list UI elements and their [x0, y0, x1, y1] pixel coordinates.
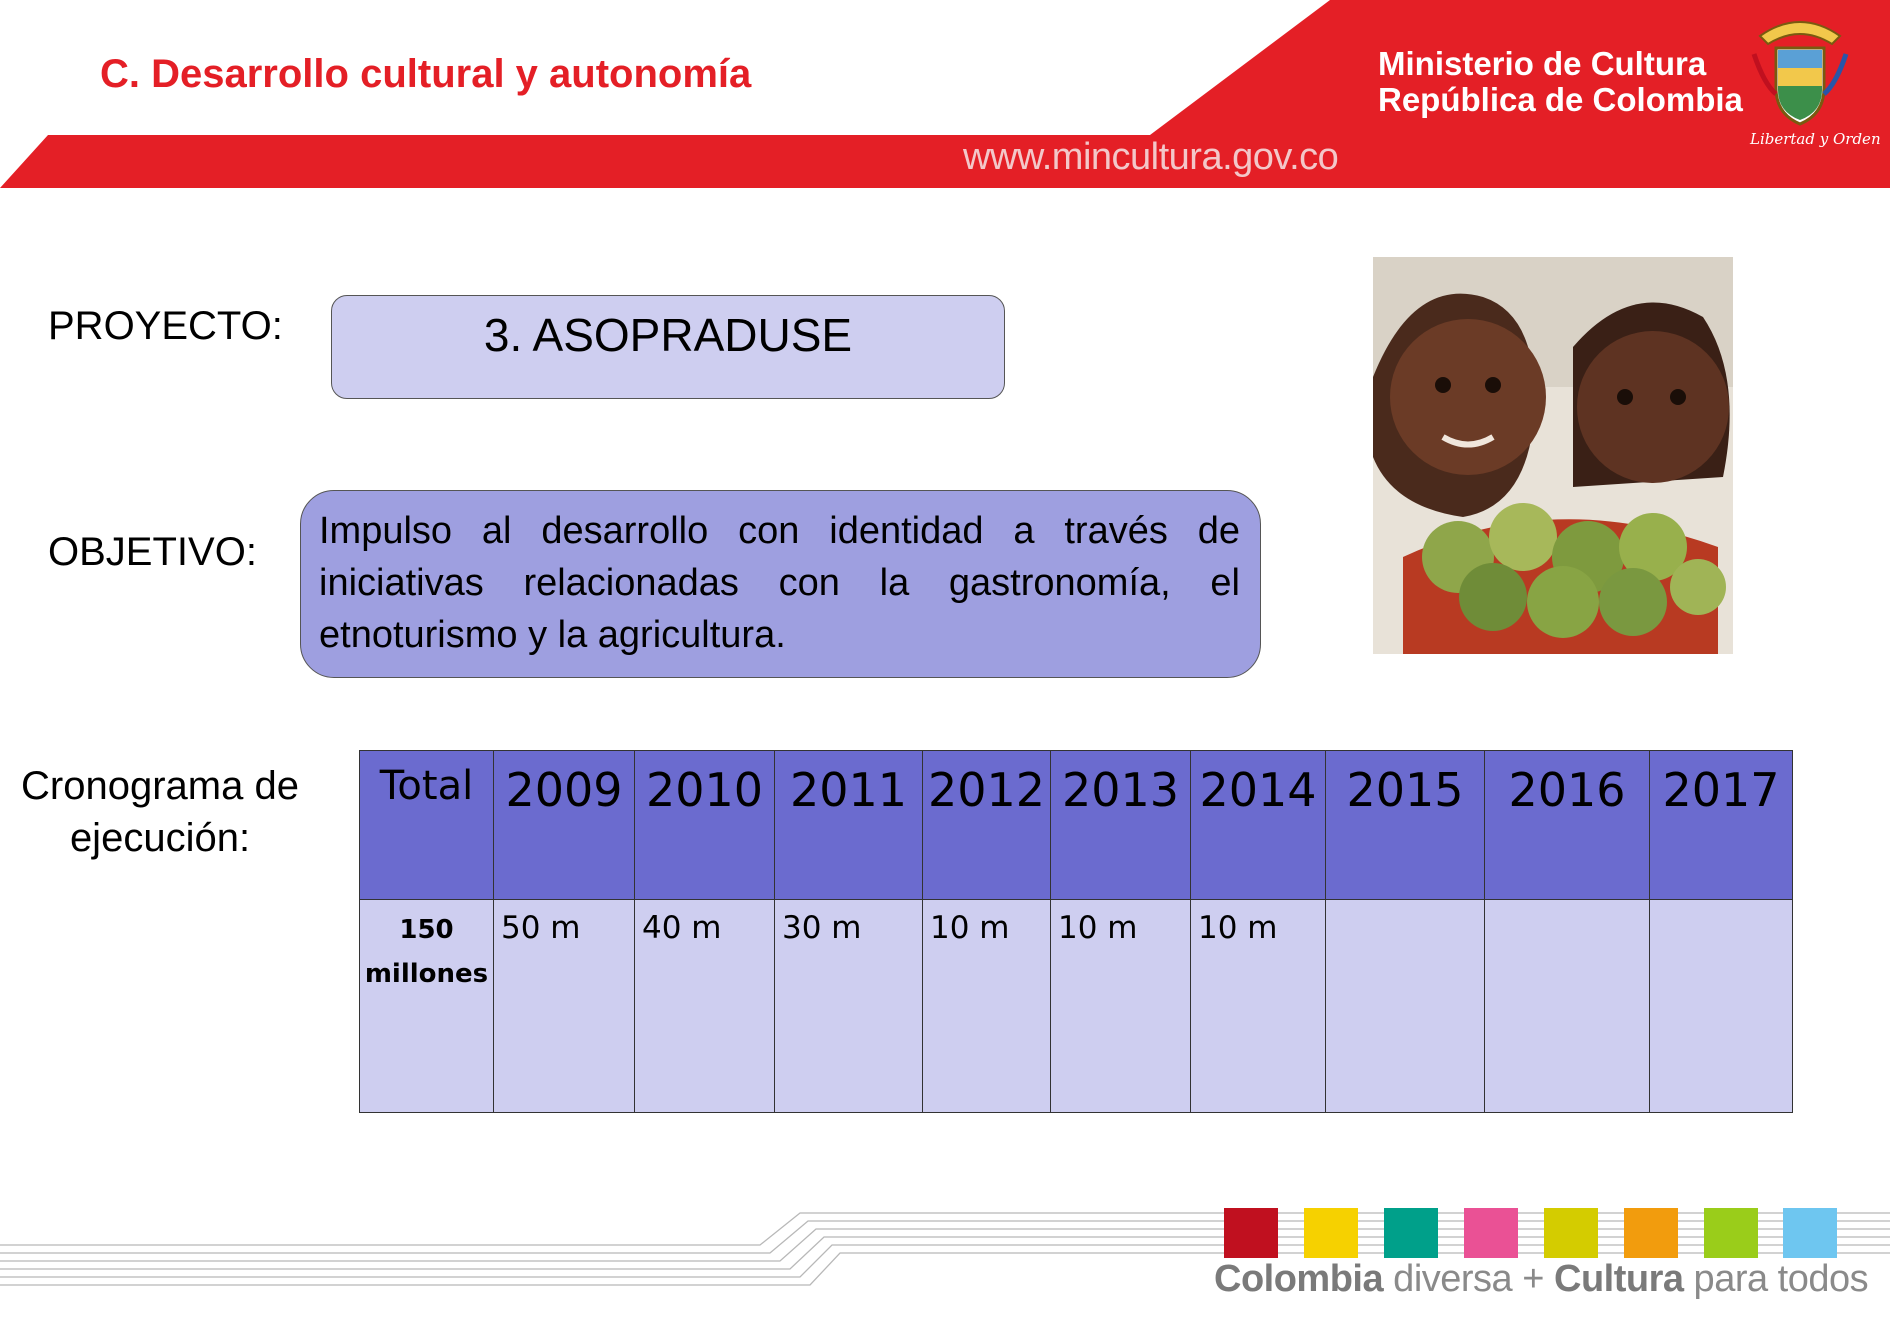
header-cell-year: 2016	[1485, 751, 1650, 900]
slogan-colombia: Colombia	[1214, 1258, 1384, 1300]
objective-box	[300, 490, 1261, 678]
slogan-diversa: diversa +	[1383, 1258, 1554, 1300]
schedule-label: Cronograma de ejecución:	[21, 764, 299, 860]
slogan-cultura: Cultura	[1554, 1258, 1684, 1300]
value-cell	[1485, 900, 1650, 1113]
color-swatch	[1624, 1208, 1678, 1258]
motto: Libertad y Orden	[1750, 130, 1881, 148]
value-cell: 10 m	[1191, 900, 1326, 1113]
header-cell-year: 2010	[635, 751, 775, 900]
color-swatch	[1224, 1208, 1278, 1258]
slogan-para-todos: para todos	[1683, 1258, 1869, 1300]
color-swatch	[1783, 1208, 1837, 1258]
objective-label: OBJETIVO:	[48, 530, 257, 574]
value-cell: 30 m	[775, 900, 923, 1113]
table-header-row	[360, 751, 1793, 900]
header-cell-total: Total	[360, 751, 494, 900]
footer-slogan	[1214, 1258, 1868, 1301]
project-name: 3. ASOPRADUSE	[483, 309, 853, 361]
total-amount: 150	[399, 915, 454, 945]
header-cell-year: 2015	[1326, 751, 1485, 900]
ministry-name: Ministerio de Cultura	[1378, 45, 1707, 82]
header-cell-year: 2013	[1051, 751, 1191, 900]
coat-of-arms-icon	[1746, 14, 1854, 134]
color-swatch	[1304, 1208, 1358, 1258]
objective-text: Impulso al desarrollo con identidad a través de iniciativas relacionadas con la gastronomía, el etnoturismo y la agricultura.	[319, 510, 1240, 656]
header-cell-year: 2014	[1191, 751, 1326, 900]
header-cell-year: 2017	[1650, 751, 1793, 900]
total-unit: millones	[364, 959, 489, 989]
project-box	[331, 295, 1005, 399]
value-cell	[1326, 900, 1485, 1113]
total-cell	[360, 900, 494, 1113]
country-name: República de Colombia	[1378, 81, 1743, 118]
value-cell: 50 m	[494, 900, 635, 1113]
color-swatch	[1384, 1208, 1438, 1258]
schedule-table	[359, 750, 1793, 1113]
ministry-logo-text	[1378, 46, 1743, 118]
table-row	[360, 900, 1793, 1113]
page-title: C. Desarrollo cultural y autonomía	[100, 52, 752, 96]
children-photo	[1373, 257, 1733, 654]
value-cell	[1650, 900, 1793, 1113]
website-url: www.mincultura.gov.co	[963, 136, 1339, 178]
header-cell-year: 2009	[494, 751, 635, 900]
header-cell-year: 2012	[923, 751, 1051, 900]
project-label: PROYECTO:	[48, 304, 283, 348]
color-swatch	[1544, 1208, 1598, 1258]
value-cell: 10 m	[1051, 900, 1191, 1113]
header-cell-year: 2011	[775, 751, 923, 900]
value-cell: 10 m	[923, 900, 1051, 1113]
color-swatch	[1704, 1208, 1758, 1258]
value-cell: 40 m	[635, 900, 775, 1113]
color-swatch	[1464, 1208, 1518, 1258]
